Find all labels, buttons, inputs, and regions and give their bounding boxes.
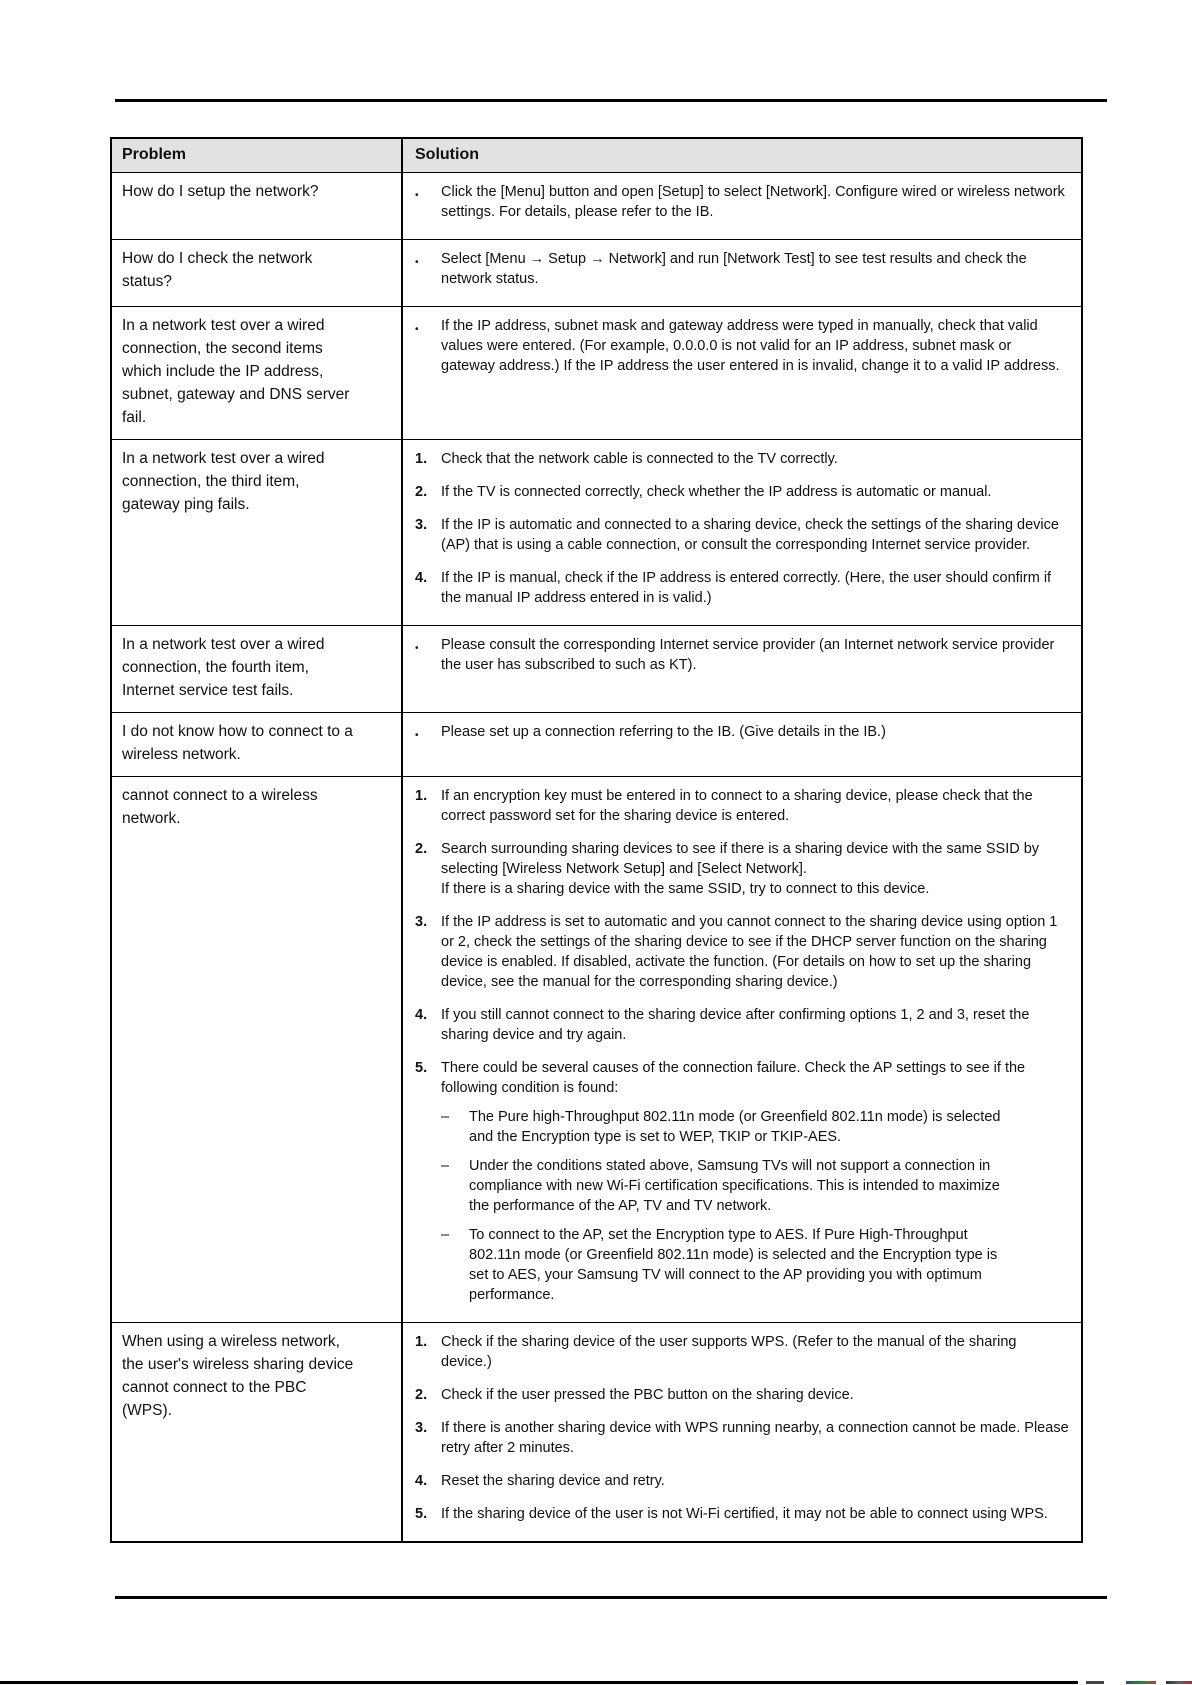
solution-item (415, 515, 1069, 555)
problem-cell (112, 777, 403, 1322)
table-header-row (112, 139, 1081, 172)
troubleshooting-table (110, 137, 1083, 1543)
item-text-line: If the TV is connected correctly, check whether the IP address is automatic or manual. (441, 484, 992, 500)
number-marker: 4. (415, 570, 428, 586)
solution-item (415, 912, 1069, 992)
problem-text: How do I check the network status? (122, 250, 313, 290)
item-text-line: Reset the sharing device and retry. (441, 1473, 665, 1489)
item-text (441, 912, 1069, 992)
item-text-line: If the IP address is set to automatic and you cannot connect to the sharing device using option 1 or 2, check the settings of the sharing device to see if the DHCP server function on the sharing device is enabled. If disabled, activate the function. (For details on how to set up the sharing device, see the manual for the corresponding sharing device.) (441, 914, 1058, 990)
scan-edge-strip (0, 1681, 1078, 1684)
solution-item (415, 249, 1069, 289)
problem-text: I do not know how to connect to a wireless network. (122, 723, 353, 763)
problem-text: In a network test over a wired connection, the fourth item, Internet service test fails. (122, 636, 325, 699)
bullet-marker: • (415, 190, 419, 201)
problem-text: How do I setup the network? (122, 183, 319, 200)
item-text (441, 722, 1069, 746)
solution-item (415, 1005, 1069, 1045)
solution-subitem (441, 1156, 1069, 1216)
bullet-marker: • (415, 643, 419, 654)
dash-marker: – (441, 1227, 450, 1243)
solution-cell (403, 626, 1081, 712)
item-text (441, 1005, 1069, 1045)
bullet-marker: • (415, 730, 419, 741)
item-text-line: Check if the sharing device of the user supports WPS. (Refer to the manual of the sharing device.) (441, 1334, 1017, 1370)
dash-marker: – (441, 1109, 450, 1125)
table-row (112, 776, 1081, 1322)
item-text (441, 1385, 1069, 1405)
item-text (441, 1332, 1069, 1372)
solution-subitem (441, 1107, 1069, 1147)
table-row (112, 306, 1081, 439)
header-cell-solution (403, 139, 1081, 172)
solution-cell (403, 240, 1081, 306)
number-marker: 2. (415, 1387, 428, 1403)
item-text-line: Please set up a connection referring to the IB. (Give details in the IB.) (441, 724, 886, 740)
item-text (441, 568, 1069, 608)
solution-cell (403, 777, 1081, 1322)
problem-text: In a network test over a wired connection, the third item, gateway ping fails. (122, 450, 325, 513)
solution-item (415, 1504, 1069, 1524)
item-text-line: Check if the user pressed the PBC button on the sharing device. (441, 1387, 854, 1403)
subitem-text: The Pure high-Throughput 802.11n mode (or Greenfield 802.11n mode) is selected and the Encryption type is set to WEP, TKIP or TKIP-AES. (469, 1109, 1001, 1145)
problem-cell (112, 626, 403, 712)
solution-cell (403, 173, 1081, 239)
item-text-line: If there is another sharing device with WPS running nearby, a connection cannot be made. Please retry after 2 minutes. (441, 1420, 1069, 1456)
item-text-line: If there is a sharing device with the same SSID, try to connect to this device. (441, 881, 930, 897)
number-marker: 2. (415, 841, 428, 857)
number-marker: 3. (415, 914, 428, 930)
item-text-line: If the sharing device of the user is not Wi-Fi certified, it may not be able to connect using WPS. (441, 1506, 1048, 1522)
solution-item (415, 316, 1069, 376)
problem-text: cannot connect to a wireless network. (122, 787, 318, 827)
table-row (112, 239, 1081, 306)
number-marker: 4. (415, 1007, 428, 1023)
problem-cell (112, 440, 403, 625)
bullet-marker: • (415, 324, 419, 335)
subitem-text: Under the conditions stated above, Samsung TVs will not support a connection in compliance with new Wi-Fi certification specifications. This is intended to maximize the performance of the AP, TV and TV network. (469, 1158, 1000, 1214)
table-row (112, 172, 1081, 239)
item-text (441, 515, 1069, 555)
item-text (441, 182, 1069, 222)
solution-item (415, 635, 1069, 675)
dash-marker: – (441, 1158, 450, 1174)
item-text-line: If you still cannot connect to the sharing device after confirming options 1, 2 and 3, reset the sharing device and try again. (441, 1007, 1030, 1043)
problem-text: In a network test over a wired connection, the second items which include the IP address, subnet, gateway and DNS server fail. (122, 317, 350, 426)
table-row (112, 1322, 1081, 1541)
scan-artifact (1086, 1681, 1104, 1684)
item-text (441, 1058, 1069, 1305)
header-cell-problem (112, 139, 403, 172)
item-text-line: Please consult the corresponding Internet service provider (an Internet network service provider the user has subscribed to such as KT). (441, 637, 1055, 673)
solution-item (415, 839, 1069, 899)
table-row (112, 625, 1081, 712)
solution-item (415, 449, 1069, 469)
item-text-line: Check that the network cable is connected to the TV correctly. (441, 451, 838, 467)
header-solution-label: Solution (415, 146, 479, 163)
item-text (441, 449, 1069, 469)
solution-cell (403, 1323, 1081, 1541)
bullet-marker: • (415, 257, 419, 268)
item-text (441, 482, 1069, 502)
item-text-line: If the IP is manual, check if the IP address is entered correctly. (Here, the user should confirm if the manual IP address entered in is valid.) (441, 570, 1052, 606)
subitem-text: To connect to the AP, set the Encryption type to AES. If Pure High-Throughput 802.11n mode (or Greenfield 802.11n mode) is selected and the Encryption type is set to AES, your Samsung TV will connect to the AP providing you with optimum performance. (469, 1227, 998, 1303)
solution-item (415, 786, 1069, 826)
solution-cell (403, 713, 1081, 776)
scan-artifact (1166, 1681, 1192, 1684)
number-marker: 1. (415, 451, 428, 467)
item-text-line: Search surrounding sharing devices to see if there is a sharing device with the same SSID by selecting [Wireless Network Setup] and [Select Network]. (441, 841, 1040, 877)
header-problem-label: Problem (122, 146, 187, 163)
number-marker: 3. (415, 517, 428, 533)
solution-item (415, 1332, 1069, 1372)
problem-cell (112, 173, 403, 239)
item-text-line: If the IP is automatic and connected to a sharing device, check the settings of the sharing device (AP) that is using a cable connection, or consult the corresponding Internet service provider. (441, 517, 1059, 553)
number-marker: 3. (415, 1420, 428, 1436)
table-row (112, 712, 1081, 776)
solution-item (415, 1385, 1069, 1405)
item-text (441, 316, 1069, 376)
item-text (441, 1504, 1069, 1524)
number-marker: 5. (415, 1506, 428, 1522)
solution-cell (403, 307, 1081, 439)
table-body (112, 172, 1081, 1541)
number-marker: 2. (415, 484, 428, 500)
solution-cell (403, 440, 1081, 625)
item-text (441, 249, 1069, 289)
item-text-line: Select [Menu → Setup → Network] and run [Network Test] to see test results and check the network status. (441, 251, 1027, 287)
solution-item (415, 182, 1069, 222)
solution-item (415, 482, 1069, 502)
number-marker: 1. (415, 788, 428, 804)
item-text-line: If the IP address, subnet mask and gateway address were typed in manually, check that valid values were entered. (For example, 0.0.0.0 is not valid for an IP address, subnet mask or gateway address.) If the IP address the user entered in is invalid, change it to a valid IP address. (441, 318, 1060, 374)
solution-item (415, 1058, 1069, 1305)
problem-cell (112, 307, 403, 439)
item-text (441, 635, 1069, 675)
solution-item (415, 1418, 1069, 1458)
number-marker: 4. (415, 1473, 428, 1489)
item-text (441, 1418, 1069, 1458)
number-marker: 1. (415, 1334, 428, 1350)
solution-subitem (441, 1225, 1069, 1305)
solution-item (415, 568, 1069, 608)
problem-cell (112, 713, 403, 776)
item-text-line: If an encryption key must be entered in to connect to a sharing device, please check that the correct password set for the sharing device is entered. (441, 788, 1033, 824)
item-text (441, 786, 1069, 826)
problem-text: When using a wireless network, the user's wireless sharing device cannot connect to the PBC (WPS). (122, 1333, 354, 1419)
problem-cell (112, 240, 403, 306)
item-text-line: Click the [Menu] button and open [Setup] to select [Network]. Configure wired or wireless network settings. For details, please refer to the IB. (441, 184, 1065, 220)
problem-cell (112, 1323, 403, 1541)
top-horizontal-rule (115, 99, 1107, 102)
item-text (441, 839, 1069, 899)
number-marker: 5. (415, 1060, 428, 1076)
solution-item (415, 1471, 1069, 1491)
scan-artifact (1126, 1681, 1156, 1684)
table-row (112, 439, 1081, 625)
solution-item (415, 722, 1069, 746)
item-text (441, 1471, 1069, 1491)
bottom-horizontal-rule (115, 1596, 1107, 1599)
item-text-line: There could be several causes of the connection failure. Check the AP settings to see if the following condition is found: (441, 1060, 1026, 1096)
